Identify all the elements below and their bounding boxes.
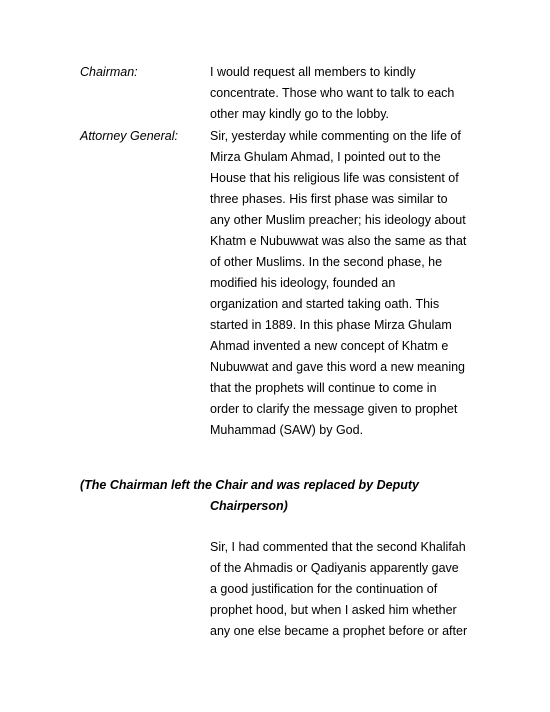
stage-direction-line: Chairperson) (210, 499, 288, 513)
text-line: of other Muslims. In the second phase, he (210, 255, 443, 269)
text-line: Sir, yesterday while commenting on the life of (210, 129, 461, 143)
speech-text (210, 537, 480, 642)
text-line: any other Muslim preacher; his ideology about (210, 213, 466, 227)
text-line: of the Ahmadis or Qadiyanis apparently gave (210, 561, 459, 575)
text-line: Sir, I had commented that the second Khalifah (210, 540, 466, 554)
text-line: that the prophets will continue to come in (210, 381, 437, 395)
text-line: Khatm e Nubuwwat was also the same as that (210, 234, 467, 248)
text-line: prophet hood, but when I asked him whether (210, 603, 457, 617)
text-line: House that his religious life was consistent of (210, 171, 459, 185)
text-line: modified his ideology, founded an (210, 276, 396, 290)
text-line: organization and started taking oath. This (210, 297, 440, 311)
text-line: I would request all members to kindly (210, 65, 416, 79)
text-line: Ahmad invented a new concept of Khatm e (210, 339, 449, 353)
speech-text (210, 126, 480, 441)
speaker-label: Chairman: (80, 65, 138, 79)
speaker-label: Attorney General: (80, 129, 178, 143)
text-line: a good justification for the continuation of (210, 582, 438, 596)
text-line: three phases. His first phase was similar to (210, 192, 448, 206)
stage-direction-line: (The Chairman left the Chair and was replaced by Deputy (80, 478, 419, 492)
text-line: other may kindly go to the lobby. (210, 107, 390, 121)
text-line: Nubuwwat and gave this word a new meaning (210, 360, 466, 374)
text-line: started in 1889. In this phase Mirza Ghulam (210, 318, 452, 332)
text-line: Mirza Ghulam Ahmad, I pointed out to the (210, 150, 441, 164)
stage-direction (80, 475, 480, 517)
text-line: concentrate. Those who want to talk to each (210, 86, 455, 100)
text-line: any one else became a prophet before or after (210, 624, 468, 638)
text-line: order to clarify the message given to prophet (210, 402, 458, 416)
speech-text (210, 62, 480, 125)
text-line: Muhammad (SAW) by God. (210, 423, 364, 437)
